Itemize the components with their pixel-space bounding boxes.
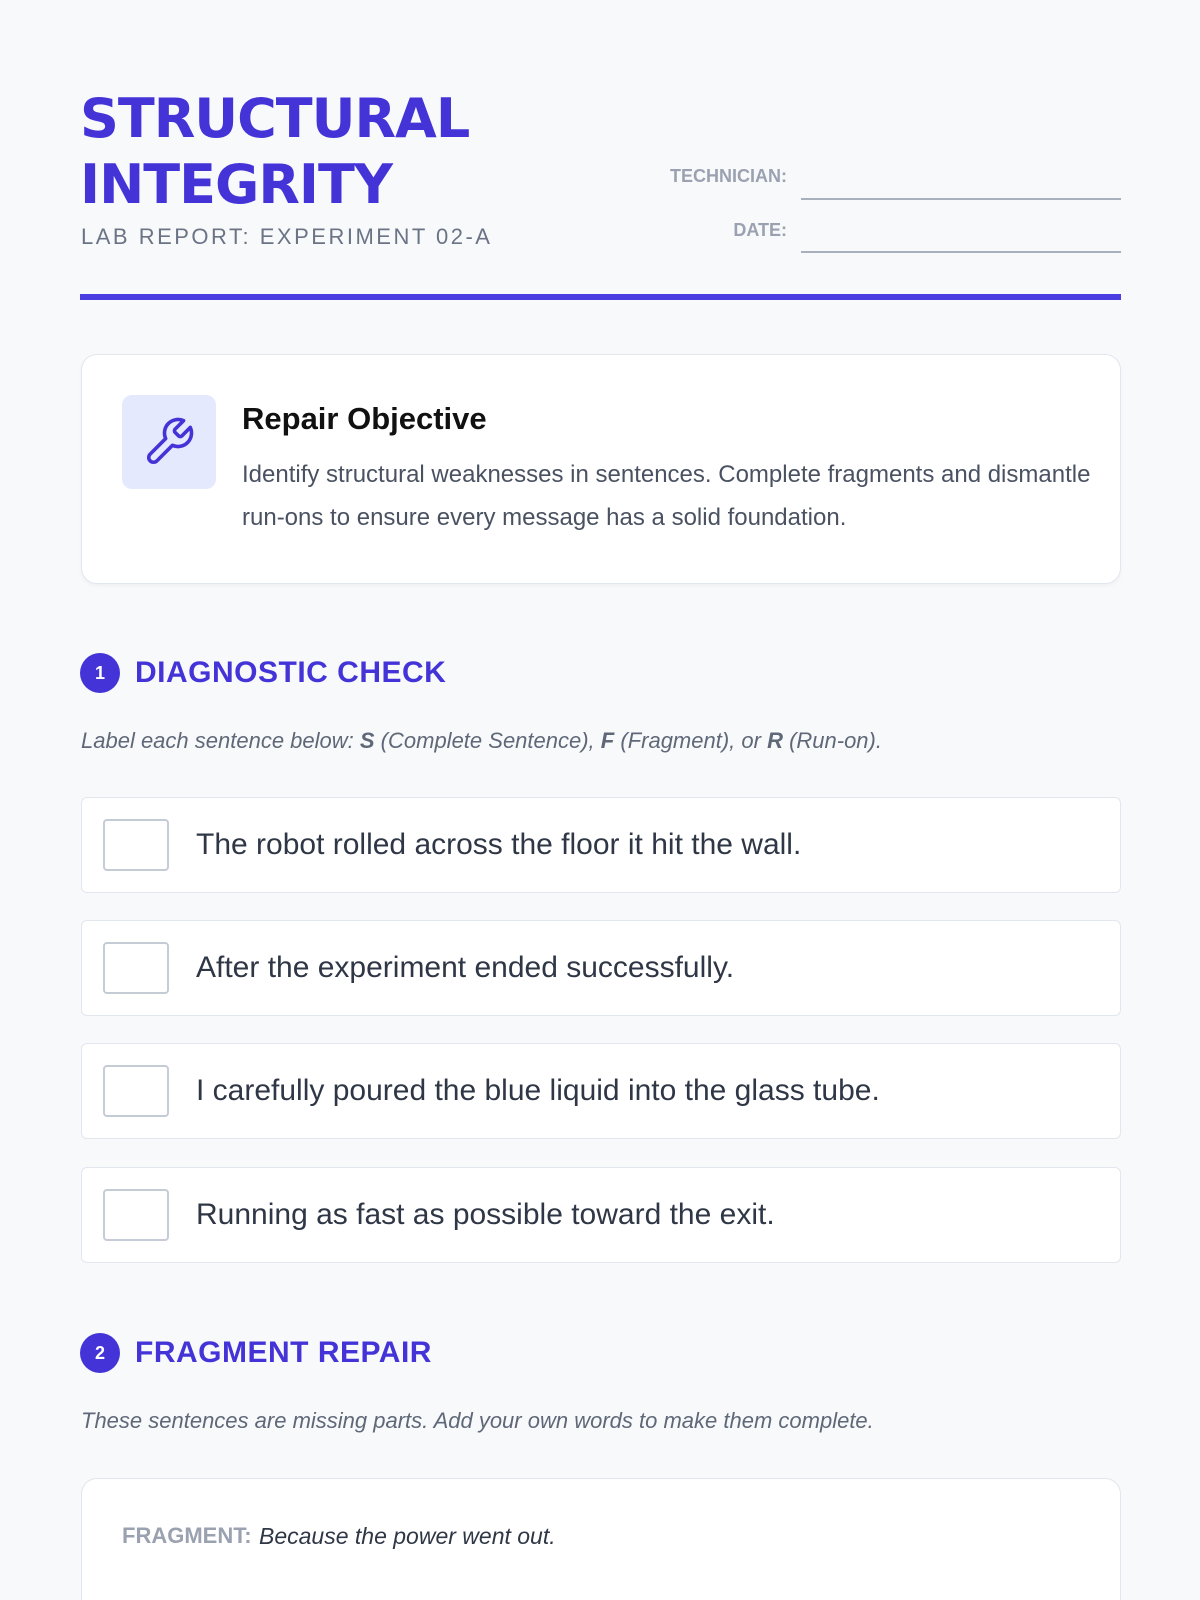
sentence-item xyxy=(81,920,1121,1016)
label-answer-box[interactable] xyxy=(103,942,169,994)
date-label: DATE: xyxy=(733,220,787,240)
sentence-text: I carefully poured the blue liquid into the glass tube. xyxy=(196,1074,880,1107)
objective-heading: Repair Objective xyxy=(242,401,487,436)
label-answer-box[interactable] xyxy=(103,1065,169,1117)
fragment-instruction: These sentences are missing parts. Add your own words to make them complete. xyxy=(81,1408,874,1433)
fragment-text: Because the power went out. xyxy=(259,1523,556,1549)
sentence-text: Running as fast as possible toward the exit. xyxy=(196,1198,775,1231)
wrench-icon xyxy=(122,395,216,489)
code-f: F xyxy=(600,728,615,753)
header-divider xyxy=(80,294,1121,300)
section-fragment-header xyxy=(80,1333,432,1373)
date-field[interactable] xyxy=(801,231,1121,253)
section-number-badge: 1 xyxy=(80,653,120,693)
section-title: FRAGMENT REPAIR xyxy=(135,1336,432,1369)
sentence-item xyxy=(81,1167,1121,1263)
instruction-text: (Run-on). xyxy=(782,728,882,753)
instruction-text: (Complete Sentence), xyxy=(374,728,601,753)
diagnostic-instruction xyxy=(81,728,882,754)
title-line-1: STRUCTURAL xyxy=(80,87,470,150)
fragment-label: FRAGMENT: xyxy=(122,1523,252,1548)
code-r: R xyxy=(767,728,783,753)
page-subtitle: LAB REPORT: EXPERIMENT 02-A xyxy=(81,224,493,249)
page-title xyxy=(80,86,469,218)
label-answer-box[interactable] xyxy=(103,1189,169,1241)
technician-field[interactable] xyxy=(801,178,1121,200)
code-s: S xyxy=(359,728,375,753)
objective-text: Identify structural weaknesses in sentences. Complete fragments and dismantle run-ons to ensure every message has a solid foundation. xyxy=(242,461,1091,531)
instruction-text: Label each sentence below: xyxy=(81,728,360,753)
title-line-2: INTEGRITY xyxy=(80,153,392,216)
sentence-text: After the experiment ended successfully. xyxy=(196,951,735,984)
section-diagnostic-header xyxy=(80,653,446,693)
sentence-text: The robot rolled across the floor it hit the wall. xyxy=(196,828,802,861)
fragment-card xyxy=(81,1478,1121,1600)
sentence-item xyxy=(81,1043,1121,1139)
technician-label: TECHNICIAN: xyxy=(670,166,787,186)
objective-card xyxy=(81,354,1121,584)
label-answer-box[interactable] xyxy=(103,819,169,871)
sentence-item xyxy=(81,797,1121,893)
section-number-badge: 2 xyxy=(80,1333,120,1373)
section-title: DIAGNOSTIC CHECK xyxy=(135,656,447,689)
instruction-text: (Fragment), or xyxy=(614,728,768,753)
